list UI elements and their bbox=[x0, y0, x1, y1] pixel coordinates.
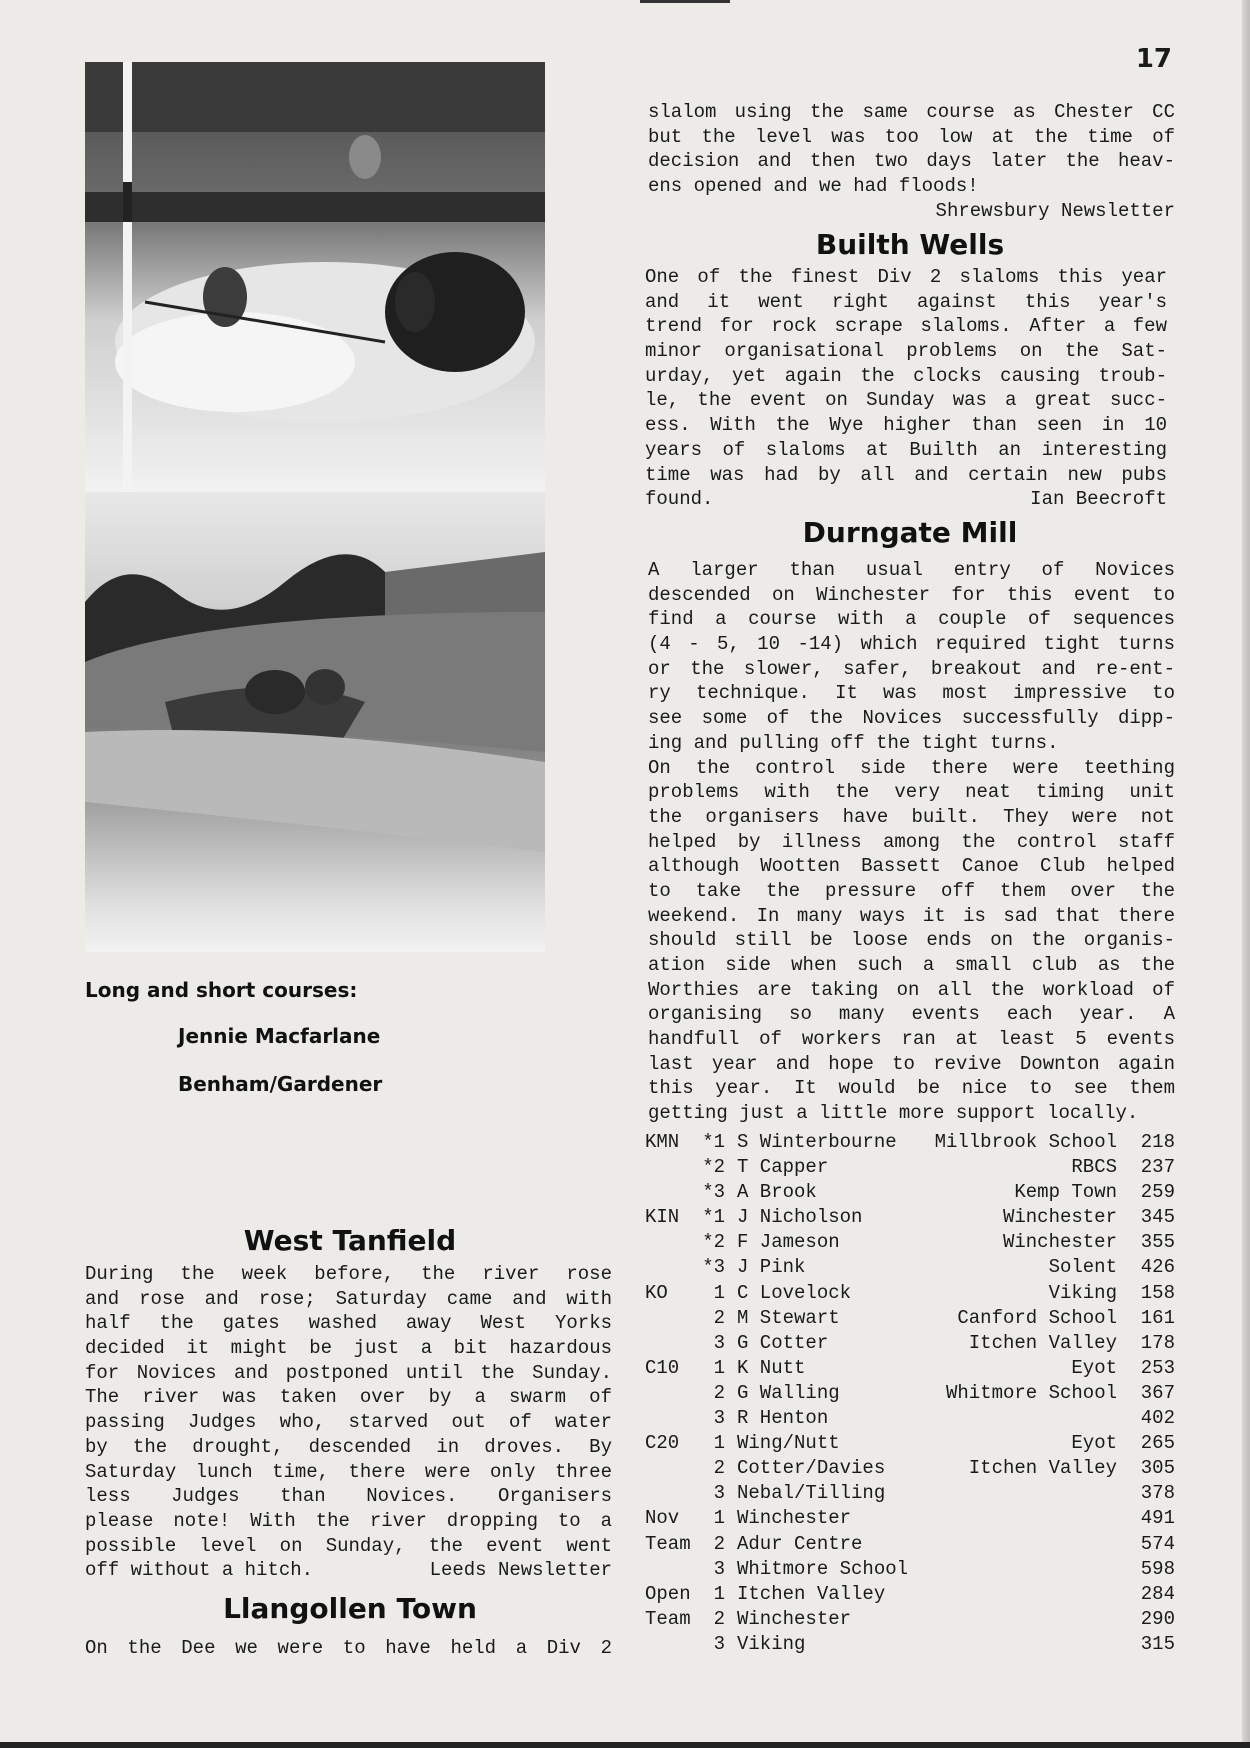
page-top-edge bbox=[640, 0, 730, 3]
result-club: Eyot bbox=[1071, 1432, 1117, 1455]
result-row bbox=[645, 1255, 1175, 1280]
text-line: helped by illness among the control staff bbox=[648, 830, 1175, 853]
result-name: J Nicholson bbox=[737, 1206, 863, 1229]
result-name: T Capper bbox=[737, 1156, 829, 1179]
result-score: 426 bbox=[1140, 1256, 1175, 1279]
text-line: problems with the very neat timing unit bbox=[648, 781, 1175, 804]
text-line: weekend. In many ways it is sad that there bbox=[648, 904, 1175, 927]
text-line: or the slower, safer, breakout and re-ent- bbox=[648, 657, 1175, 680]
result-club: Whitmore School bbox=[945, 1381, 1117, 1404]
text-line: minor organisational problems on the Sat- bbox=[645, 340, 1167, 363]
result-club: Eyot bbox=[1071, 1356, 1117, 1379]
result-position: 3 bbox=[713, 1331, 725, 1354]
result-score: 598 bbox=[1140, 1557, 1175, 1580]
result-row bbox=[645, 1306, 1175, 1331]
result-name: F Jameson bbox=[737, 1231, 840, 1254]
result-score: 284 bbox=[1140, 1582, 1175, 1605]
text-line: but the level was too low at the time of bbox=[648, 125, 1175, 148]
result-club: Solent bbox=[1048, 1256, 1117, 1279]
result-position: 1 bbox=[713, 1281, 725, 1304]
result-name: M Stewart bbox=[737, 1306, 840, 1329]
result-row bbox=[645, 1607, 1175, 1632]
text-line: to take the pressure off them over the bbox=[648, 879, 1175, 902]
result-club: Winchester bbox=[1002, 1231, 1117, 1254]
text-line bbox=[645, 487, 1167, 512]
text-line: ry technique. It was most impressive to bbox=[648, 682, 1175, 705]
result-name: Cotter/Davies bbox=[737, 1457, 886, 1480]
result-position: *2 bbox=[702, 1231, 725, 1254]
heading-west-tanfield: West Tanfield bbox=[243, 1224, 457, 1257]
result-position: 3 bbox=[713, 1557, 725, 1580]
text-line: Saturday lunch time, there were only three bbox=[85, 1460, 612, 1483]
result-position: 2 bbox=[713, 1381, 725, 1404]
text-line: (4 - 5, 10 -14) which required tight turns bbox=[648, 633, 1175, 656]
text-line: ation side when such a small club as the bbox=[648, 954, 1175, 976]
text-line: ens opened and we had floods! bbox=[648, 175, 979, 198]
result-position: *3 bbox=[702, 1181, 725, 1204]
text-line: On the Dee we were to have held a Div 2 bbox=[85, 1637, 612, 1659]
text-line: le, the event on Sunday was a great succ- bbox=[645, 389, 1167, 412]
text-line: One of the finest Div 2 slaloms this year bbox=[645, 266, 1167, 288]
text-line: handfull of workers ran at least 5 events bbox=[648, 1028, 1175, 1051]
text-line: last year and hope to revive Downton again bbox=[648, 1052, 1175, 1075]
text-line: and rose and rose; Saturday came and with bbox=[85, 1287, 612, 1310]
result-score: 253 bbox=[1140, 1356, 1175, 1379]
result-row bbox=[645, 1205, 1175, 1230]
text-line: On the control side there were teething bbox=[648, 756, 1175, 779]
text-line bbox=[85, 1558, 612, 1583]
result-score: 315 bbox=[1140, 1632, 1175, 1655]
result-row bbox=[645, 1532, 1175, 1557]
page-bottom-edge bbox=[0, 1742, 1250, 1748]
text-line: Worthies are taking on all the workload of bbox=[648, 978, 1175, 1001]
text-line: possible level on Sunday, the event went bbox=[85, 1534, 612, 1557]
text-line: although Wootten Bassett Canoe Club helped bbox=[648, 855, 1175, 878]
article-durngate-mill bbox=[648, 558, 1175, 1126]
result-score: 259 bbox=[1140, 1181, 1175, 1204]
result-position: 1 bbox=[713, 1356, 725, 1379]
result-row bbox=[645, 1557, 1175, 1582]
result-name: R Henton bbox=[737, 1407, 829, 1430]
article-west-tanfield bbox=[85, 1262, 612, 1583]
result-class: KO bbox=[645, 1281, 668, 1304]
result-name: J Pink bbox=[737, 1256, 806, 1279]
result-score: 218 bbox=[1140, 1131, 1175, 1153]
result-score: 237 bbox=[1140, 1156, 1175, 1179]
text-line: less Judges than Novices. Organisers bbox=[85, 1485, 612, 1508]
text-line: decided it might be just a bit hazardous bbox=[85, 1337, 612, 1360]
result-class: C20 bbox=[645, 1432, 680, 1455]
result-club: RBCS bbox=[1071, 1156, 1117, 1179]
result-position: 1 bbox=[713, 1507, 725, 1530]
heading-llangollen-town: Llangollen Town bbox=[223, 1592, 477, 1625]
photo-caption-credit-2: Benham/Gardener bbox=[178, 1072, 383, 1096]
text-line: should still be loose ends on the organis- bbox=[648, 929, 1175, 952]
text-line: please note! With the river dropping to a bbox=[85, 1509, 612, 1532]
article-llangollen-continued bbox=[648, 100, 1175, 223]
text-line: ing and pulling off the tight turns. bbox=[648, 731, 1059, 754]
author-credit: Ian Beecroft bbox=[1030, 488, 1167, 511]
result-name: Winchester bbox=[737, 1607, 852, 1630]
result-row bbox=[645, 1506, 1175, 1531]
result-position: *2 bbox=[702, 1156, 725, 1179]
text-line: During the week before, the river rose bbox=[85, 1263, 612, 1285]
result-row bbox=[645, 1456, 1175, 1481]
result-row bbox=[645, 1406, 1175, 1431]
result-score: 178 bbox=[1140, 1331, 1175, 1354]
result-position: 3 bbox=[713, 1407, 725, 1430]
text-line: trend for rock scrape slaloms. After a few bbox=[645, 315, 1167, 338]
result-name: Itchen Valley bbox=[737, 1582, 886, 1605]
result-name: Nebal/Tilling bbox=[737, 1482, 886, 1505]
source-credit: Shrewsbury Newsletter bbox=[935, 199, 1175, 222]
result-club: Millbrook School bbox=[934, 1131, 1117, 1153]
result-score: 402 bbox=[1140, 1407, 1175, 1430]
text-line: this year. It would be nice to see them bbox=[648, 1077, 1175, 1100]
result-position: 2 bbox=[713, 1306, 725, 1329]
text-line-end: found. bbox=[645, 488, 714, 511]
result-class: Nov bbox=[645, 1507, 680, 1530]
result-score: 305 bbox=[1140, 1457, 1175, 1480]
heading-durngate-mill: Durngate Mill bbox=[802, 516, 1018, 549]
result-position: *1 bbox=[702, 1131, 725, 1153]
text-line: The river was taken over by a swarm of bbox=[85, 1386, 612, 1409]
result-score: 290 bbox=[1140, 1607, 1175, 1630]
results-table bbox=[645, 1130, 1175, 1657]
result-club: Itchen Valley bbox=[968, 1457, 1117, 1480]
result-class: C10 bbox=[645, 1356, 680, 1379]
result-position: 3 bbox=[713, 1482, 725, 1505]
result-row bbox=[645, 1281, 1175, 1306]
text-line: find a course with a couple of sequences bbox=[648, 608, 1175, 631]
result-name: G Cotter bbox=[737, 1331, 829, 1354]
result-name: Viking bbox=[737, 1632, 806, 1655]
result-class: KMN bbox=[645, 1131, 680, 1153]
result-row bbox=[645, 1481, 1175, 1506]
result-row bbox=[645, 1582, 1175, 1607]
text-line: urday, yet again the clocks causing troub- bbox=[645, 364, 1167, 387]
result-row bbox=[645, 1230, 1175, 1255]
text-line: see some of the Novices successfully dipp- bbox=[648, 707, 1175, 730]
result-position: 1 bbox=[713, 1582, 725, 1605]
result-position: *1 bbox=[702, 1206, 725, 1229]
text-line: A larger than usual entry of Novices bbox=[648, 559, 1175, 581]
result-row bbox=[645, 1632, 1175, 1657]
result-score: 158 bbox=[1140, 1281, 1175, 1304]
result-club: Viking bbox=[1048, 1281, 1117, 1304]
result-name: S Winterbourne bbox=[737, 1131, 897, 1153]
photo-canoe-in-reeds bbox=[85, 492, 545, 952]
result-class: Team bbox=[645, 1532, 691, 1555]
result-row bbox=[645, 1130, 1175, 1155]
heading-builth-wells: Builth Wells bbox=[815, 228, 1005, 261]
result-position: 2 bbox=[713, 1457, 725, 1480]
source-credit: Leeds Newsletter bbox=[429, 1559, 612, 1582]
text-line-end: off without a hitch. bbox=[85, 1559, 314, 1582]
text-line: getting just a little more support locally. bbox=[648, 1102, 1139, 1125]
text-line: time was had by all and certain new pubs bbox=[645, 463, 1167, 486]
result-name: A Brook bbox=[737, 1181, 817, 1204]
result-score: 161 bbox=[1140, 1306, 1175, 1329]
result-score: 574 bbox=[1140, 1532, 1175, 1555]
text-line: ess. With the Wye higher than seen in 10 bbox=[645, 414, 1167, 437]
result-position: 2 bbox=[713, 1607, 725, 1630]
article-llangollen-start bbox=[85, 1636, 612, 1661]
text-line: descended on Winchester for this event to bbox=[648, 583, 1175, 606]
result-row bbox=[645, 1356, 1175, 1381]
result-row bbox=[645, 1381, 1175, 1406]
photo-caption-credit-1: Jennie Macfarlane bbox=[178, 1024, 381, 1048]
result-club: Canford School bbox=[957, 1306, 1117, 1329]
result-position: *3 bbox=[702, 1256, 725, 1279]
text-line: and it went right against this year's bbox=[645, 290, 1167, 313]
photo-caption-title: Long and short courses: bbox=[85, 978, 358, 1002]
page-right-edge bbox=[1242, 0, 1250, 1748]
result-name: Wing/Nutt bbox=[737, 1432, 840, 1455]
result-name: Adur Centre bbox=[737, 1532, 863, 1555]
result-score: 265 bbox=[1140, 1432, 1175, 1455]
result-score: 355 bbox=[1140, 1231, 1175, 1254]
text-line: decision and then two days later the heav- bbox=[648, 150, 1175, 173]
text-line: slalom using the same course as Chester CC bbox=[648, 101, 1175, 123]
result-position: 3 bbox=[713, 1632, 725, 1655]
text-line: the organisers have built. They were not bbox=[648, 805, 1175, 828]
result-name: Whitmore School bbox=[737, 1557, 909, 1580]
result-name: C Lovelock bbox=[737, 1281, 852, 1304]
result-club: Winchester bbox=[1002, 1206, 1117, 1229]
page-number: 17 bbox=[1135, 44, 1172, 74]
result-score: 367 bbox=[1140, 1381, 1175, 1404]
result-name: G Walling bbox=[737, 1381, 840, 1404]
result-name: K Nutt bbox=[737, 1356, 806, 1379]
result-position: 1 bbox=[713, 1432, 725, 1455]
result-score: 491 bbox=[1140, 1507, 1175, 1530]
result-class: Team bbox=[645, 1607, 691, 1630]
result-position: 2 bbox=[713, 1532, 725, 1555]
photo-slalom-gates bbox=[85, 62, 545, 492]
result-row bbox=[645, 1155, 1175, 1180]
result-row bbox=[645, 1180, 1175, 1205]
text-line: by the drought, descended in droves. By bbox=[85, 1435, 612, 1458]
result-row bbox=[645, 1431, 1175, 1456]
result-class: Open bbox=[645, 1582, 691, 1605]
text-line: years of slaloms at Builth an interesting bbox=[645, 438, 1167, 461]
result-score: 345 bbox=[1140, 1206, 1175, 1229]
text-line: passing Judges who, starved out of water bbox=[85, 1411, 612, 1434]
result-name: Winchester bbox=[737, 1507, 852, 1530]
result-club: Kemp Town bbox=[1014, 1181, 1117, 1204]
result-club: Itchen Valley bbox=[968, 1331, 1117, 1354]
result-class: KIN bbox=[645, 1206, 680, 1229]
text-line: organising so many events each year. A bbox=[648, 1003, 1175, 1026]
text-line: half the gates washed away West Yorks bbox=[85, 1312, 612, 1335]
result-row bbox=[645, 1331, 1175, 1356]
result-score: 378 bbox=[1140, 1482, 1175, 1505]
article-builth-wells bbox=[645, 265, 1167, 512]
text-line: for Novices and postponed until the Sunday. bbox=[85, 1361, 612, 1384]
